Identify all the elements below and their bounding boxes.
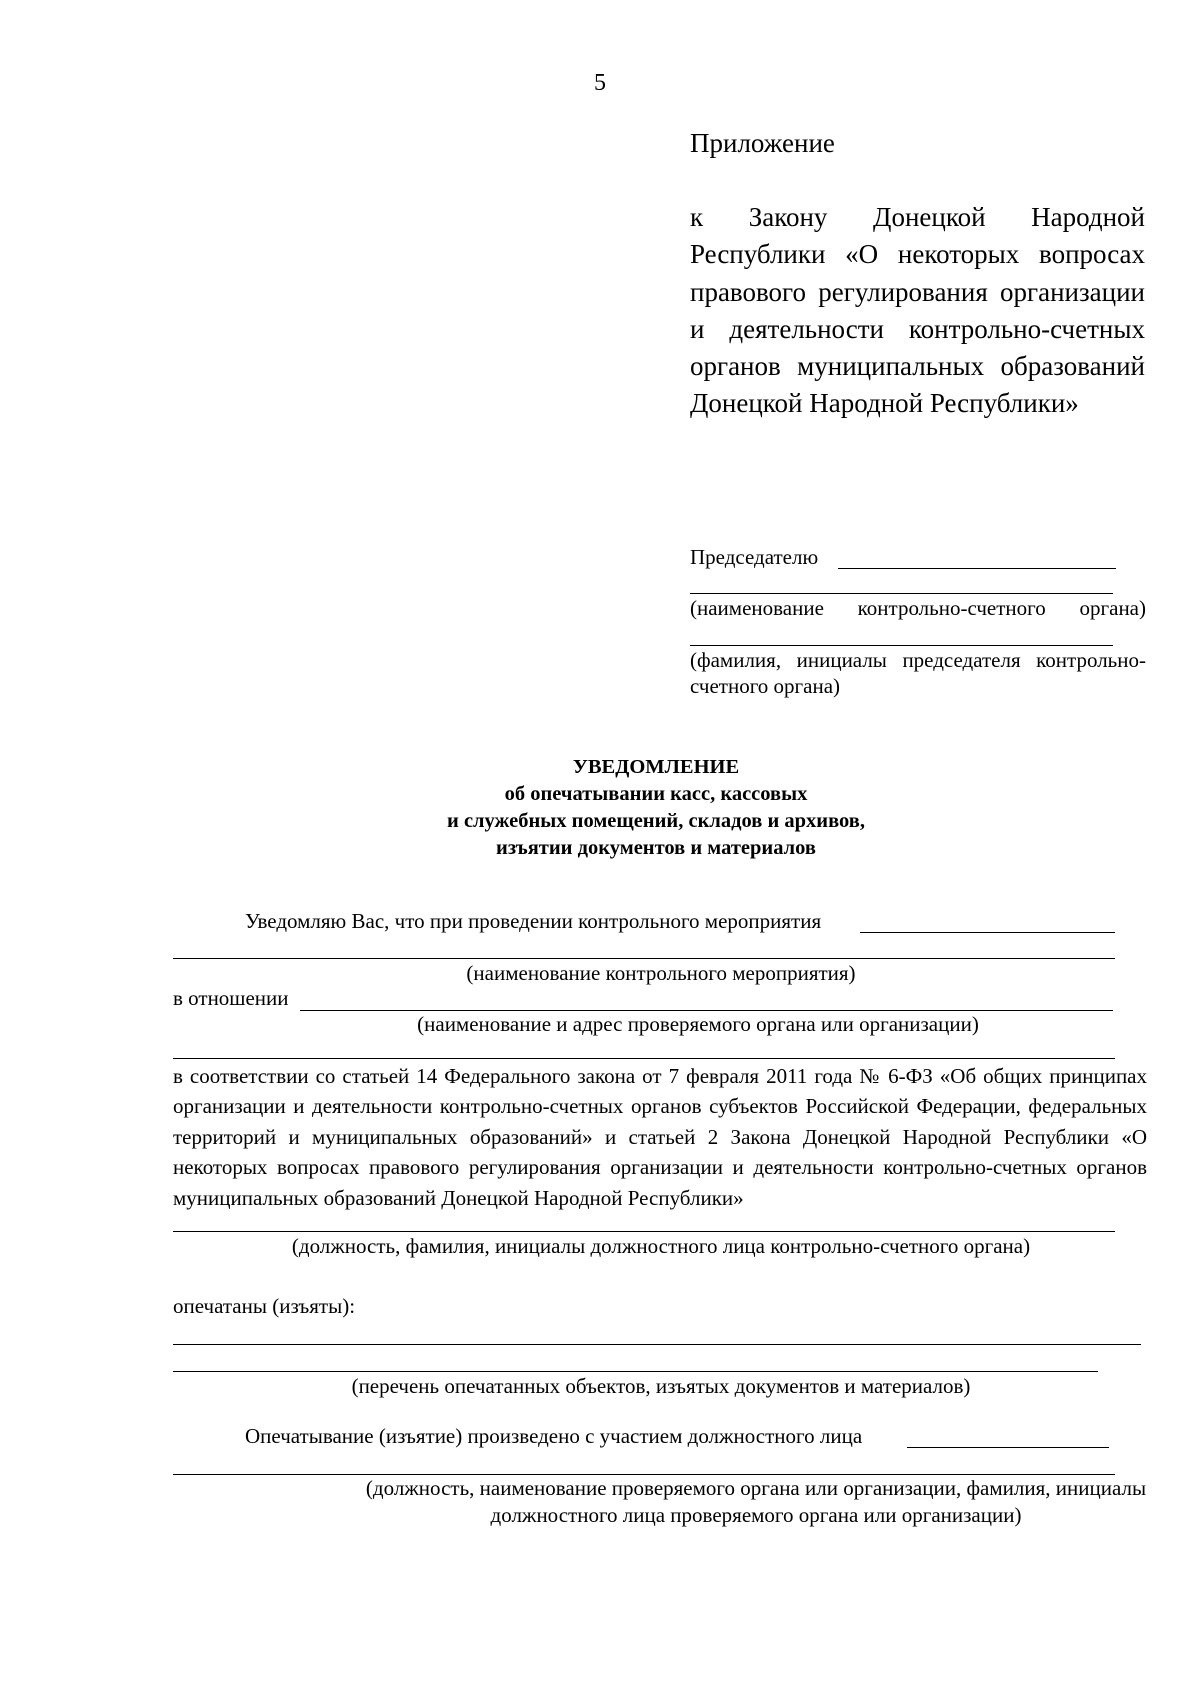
chairman-name-hint-line2: счетного органа) [690, 674, 841, 698]
objects-list-hint: (перечень опечатанных объектов, изъятых документов и материалов) [351, 1374, 971, 1398]
sealed-list-line-2 [173, 1371, 1098, 1372]
page-number: 5 [594, 70, 606, 96]
sealed-label: опечатаны (изъяты): [173, 1294, 356, 1318]
organ-name-hint: (наименование контрольно-счетного органа) [690, 596, 1146, 620]
notice-title-line4: изъятии документов и материалов [496, 837, 816, 859]
event-fill-line [173, 958, 1115, 959]
organization-address-hint: (наименование и адрес проверяемого органа или организации) [417, 1012, 979, 1036]
notice-title [0, 754, 1200, 862]
chairman-fill-line [838, 568, 1116, 569]
official-fill-line [173, 1231, 1115, 1232]
appendix-law-reference: к Закону Донецкой Народной Республики «О некоторых вопросах правового регулирования организации и деятельности контрольно-счетных органов муниципальных образований Донецкой Народной Республики» [690, 202, 1145, 419]
participant-fill-line-short [907, 1447, 1109, 1448]
appendix-title: Приложение [690, 128, 835, 158]
official-hint: (должность, фамилия, инициалы должностного лица контрольно-счетного органа) [291, 1234, 1031, 1258]
addressee-label: Председателю [690, 545, 819, 569]
participant-hint-line1: (должность, наименование проверяемого органа или организации, фамилия, инициалы [365, 1476, 1147, 1500]
participant-fill-line [173, 1474, 1115, 1475]
chairman-name-hint-line1: (фамилия, инициалы председателя контрольно- [690, 648, 1146, 672]
participant-hint-line2: должностного лица проверяемого органа или организации) [490, 1503, 1022, 1527]
regarding-label: в отношении [173, 986, 289, 1010]
sealing-text: Опечатывание (изъятие) произведено с участием должностного лица [245, 1424, 863, 1448]
organ-fill-line [690, 593, 1113, 594]
legal-basis-paragraph: в соответствии со статьей 14 Федерального закона от 7 февраля 2011 года № 6-ФЗ «Об общих принципах организации и деятельности контрольно-счетных органов субъектов Российской Федерации, федеральных территорий и муниципальных образований» и статьей 2 Закона Донецкой Народной Республики «О некоторых вопросах правового регулирования организации и деятельности контрольно-счетных органов муниципальных образований Донецкой Народной Республики» [173, 1064, 1147, 1210]
sealed-list-line-1 [173, 1344, 1141, 1345]
notify-text: Уведомляю Вас, что при проведении контрольного мероприятия [245, 909, 822, 933]
notice-title-line3: и служебных помещений, складов и архивов, [447, 810, 865, 832]
event-fill-line-short [860, 932, 1115, 933]
organization-fill-line [300, 1010, 1113, 1011]
notice-title-line1: УВЕДОМЛЕНИЕ [572, 756, 740, 778]
organization-fill-line-2 [173, 1058, 1115, 1059]
notice-title-line2: об опечатывании касс, кассовых [504, 783, 808, 805]
chairman-name-fill-line [690, 645, 1113, 646]
event-name-hint: (наименование контрольного мероприятия) [466, 961, 856, 985]
